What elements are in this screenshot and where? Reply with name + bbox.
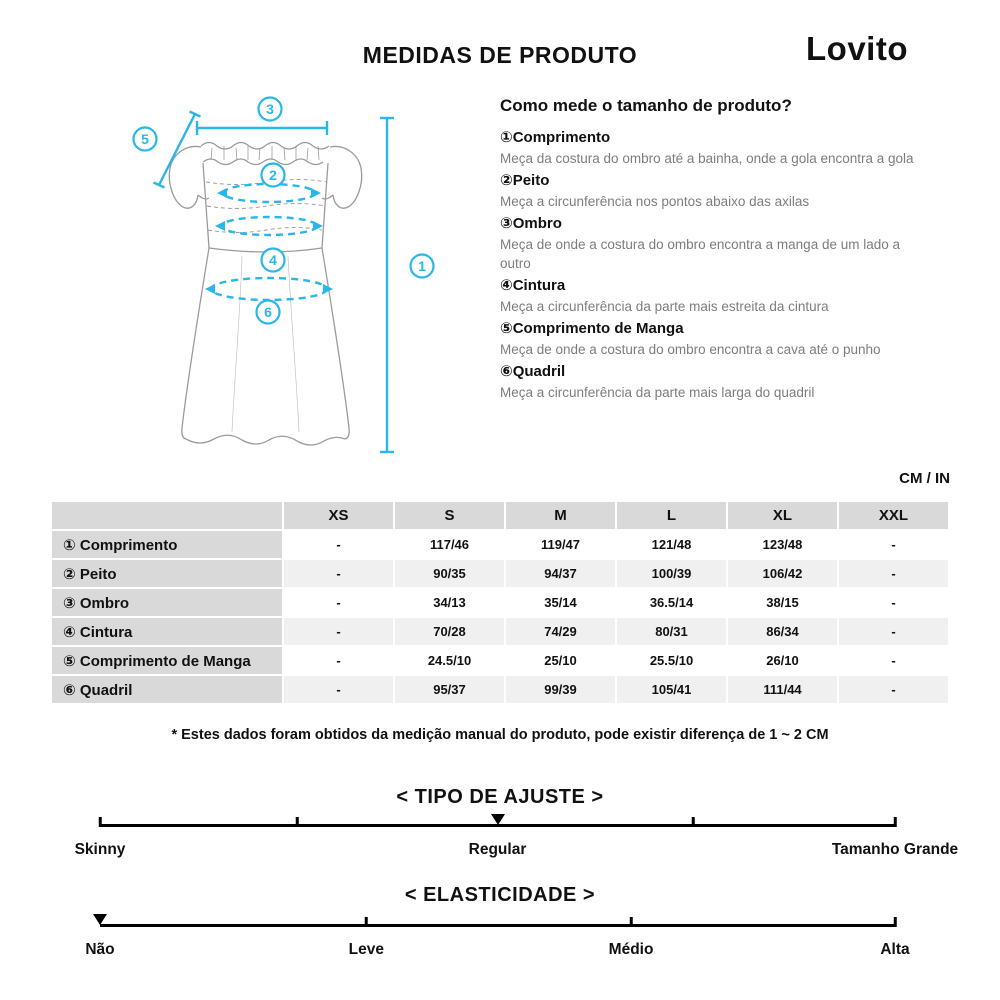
elasticity-label-medio: Médio bbox=[608, 941, 654, 958]
size-col-header-s: S bbox=[395, 502, 504, 529]
cell: 80/31 bbox=[617, 618, 726, 645]
cell: 111/44 bbox=[728, 676, 837, 703]
elasticity-label-nao: Não bbox=[85, 941, 115, 958]
elasticity-tick bbox=[365, 917, 368, 927]
fit-scale-track bbox=[100, 824, 895, 827]
cell: 94/37 bbox=[506, 560, 615, 587]
guide-item-number: ③ bbox=[500, 215, 513, 232]
guide-item-desc: Meça a circunferência da parte mais estreita da cintura bbox=[500, 299, 829, 314]
guide-item-comprimento bbox=[500, 127, 926, 168]
elasticity-label-leve: Leve bbox=[348, 941, 384, 958]
table-row-ombro bbox=[52, 589, 948, 616]
guide-item-number: ⑥ bbox=[500, 363, 513, 380]
svg-text:2: 2 bbox=[269, 167, 277, 183]
guide-item-quadril bbox=[500, 361, 926, 402]
callout-1-icon bbox=[411, 255, 434, 278]
table-row-comprimento-de-manga bbox=[52, 647, 948, 674]
guide-item-label: Comprimento bbox=[512, 129, 611, 146]
cell: - bbox=[284, 560, 393, 587]
dress-measurement-diagram bbox=[82, 86, 502, 476]
units-label: CM / IN bbox=[899, 470, 950, 487]
guide-item-desc: Meça a circunferência da parte mais larga do quadril bbox=[500, 385, 815, 400]
cell: 90/35 bbox=[395, 560, 504, 587]
cell: - bbox=[284, 618, 393, 645]
guide-item-number: ④ bbox=[500, 277, 513, 294]
fit-scale-title: < TIPO DE AJUSTE > bbox=[396, 786, 604, 808]
guide-item-desc: Meça de onde a costura do ombro encontra a manga de um lado a outro bbox=[500, 237, 901, 271]
guide-item-label: Peito bbox=[512, 172, 550, 189]
cell: - bbox=[839, 589, 948, 616]
cell: - bbox=[284, 676, 393, 703]
cell: - bbox=[839, 676, 948, 703]
svg-text:3: 3 bbox=[266, 101, 274, 117]
elasticity-scale-track bbox=[100, 924, 895, 927]
size-col-header-xs: XS bbox=[284, 502, 393, 529]
cell: 38/15 bbox=[728, 589, 837, 616]
callout-2-icon bbox=[262, 164, 285, 187]
guide-item-label: Quadril bbox=[512, 363, 566, 380]
cell: - bbox=[839, 531, 948, 558]
cell: 121/48 bbox=[617, 531, 726, 558]
cell: 24.5/10 bbox=[395, 647, 504, 674]
callout-4-icon bbox=[262, 249, 285, 272]
cell: 117/46 bbox=[395, 531, 504, 558]
measure-guide bbox=[500, 96, 926, 404]
lovito-logo: Lovito bbox=[806, 30, 908, 67]
size-table-corner bbox=[52, 502, 282, 529]
elasticity-label-alta: Alta bbox=[880, 941, 910, 958]
row-label: ⑥ Quadril bbox=[52, 676, 282, 703]
elasticity-marker-icon bbox=[93, 914, 107, 925]
cell: 106/42 bbox=[728, 560, 837, 587]
guide-item-desc: Meça de onde a costura do ombro encontra a cava até o punho bbox=[500, 342, 881, 357]
page-title: MEDIDAS DE PRODUTO bbox=[362, 42, 638, 68]
fit-tick bbox=[99, 817, 102, 827]
guide-item-number: ② bbox=[500, 172, 513, 189]
size-col-header-xxl: XXL bbox=[839, 502, 948, 529]
footnote: * Estes dados foram obtidos da medição manual do produto, pode existir diferença de 1 ~ 2 CM bbox=[171, 727, 829, 743]
guide-item-ombro bbox=[500, 213, 926, 273]
guide-item-cintura bbox=[500, 275, 926, 316]
cell: 36.5/14 bbox=[617, 589, 726, 616]
fit-tick bbox=[894, 817, 897, 827]
fit-label-tamanho-grande: Tamanho Grande bbox=[831, 841, 959, 858]
svg-text:5: 5 bbox=[141, 131, 149, 147]
cell: - bbox=[284, 647, 393, 674]
dress-diagram-svg bbox=[82, 86, 502, 476]
guide-item-label: Cintura bbox=[512, 277, 566, 294]
fit-tick bbox=[296, 817, 299, 827]
row-label: ④ Cintura bbox=[52, 618, 282, 645]
fit-scale-labels bbox=[74, 841, 959, 863]
fit-label-regular: Regular bbox=[468, 841, 527, 858]
cell: 74/29 bbox=[506, 618, 615, 645]
cell: 26/10 bbox=[728, 647, 837, 674]
size-col-header-l: L bbox=[617, 502, 726, 529]
table-row-comprimento bbox=[52, 531, 948, 558]
cell: 95/37 bbox=[395, 676, 504, 703]
row-label: ⑤ Comprimento de Manga bbox=[52, 647, 282, 674]
guide-item-peito bbox=[500, 170, 926, 211]
row-label: ③ Ombro bbox=[52, 589, 282, 616]
cell: 25.5/10 bbox=[617, 647, 726, 674]
cell: 86/34 bbox=[728, 618, 837, 645]
cell: - bbox=[839, 560, 948, 587]
cell: - bbox=[284, 589, 393, 616]
guide-item-comprimento-de-manga bbox=[500, 318, 926, 359]
diagram-callouts bbox=[134, 98, 434, 324]
callout-6-icon bbox=[257, 301, 280, 324]
fit-tick bbox=[692, 817, 695, 827]
row-label: ① Comprimento bbox=[52, 531, 282, 558]
fit-marker-icon bbox=[491, 814, 505, 825]
cell: 105/41 bbox=[617, 676, 726, 703]
elasticity-tick bbox=[630, 917, 633, 927]
elasticity-scale-title: < ELASTICIDADE > bbox=[404, 884, 596, 906]
size-col-header-xl: XL bbox=[728, 502, 837, 529]
guide-heading: Como mede o tamanho de produto? bbox=[500, 96, 792, 115]
svg-text:1: 1 bbox=[418, 258, 426, 274]
cell: 119/47 bbox=[506, 531, 615, 558]
guide-item-number: ⑤ bbox=[500, 320, 513, 337]
cell: 34/13 bbox=[395, 589, 504, 616]
row-label: ② Peito bbox=[52, 560, 282, 587]
cell: 100/39 bbox=[617, 560, 726, 587]
cell: 123/48 bbox=[728, 531, 837, 558]
fit-label-skinny: Skinny bbox=[74, 841, 126, 858]
cell: - bbox=[839, 647, 948, 674]
table-row-peito bbox=[52, 560, 948, 587]
cell: 99/39 bbox=[506, 676, 615, 703]
dress-outline bbox=[169, 143, 361, 446]
table-row-quadril bbox=[52, 676, 948, 703]
cell: 25/10 bbox=[506, 647, 615, 674]
size-col-header-m: M bbox=[506, 502, 615, 529]
size-table bbox=[50, 500, 950, 705]
guide-item-desc: Meça da costura do ombro até a bainha, onde a gola encontra a gola bbox=[500, 151, 914, 166]
elasticity-scale-labels bbox=[85, 941, 910, 963]
svg-text:4: 4 bbox=[269, 252, 277, 268]
cell: - bbox=[284, 531, 393, 558]
elasticity-tick bbox=[894, 917, 897, 927]
guide-item-desc: Meça a circunferência nos pontos abaixo das axilas bbox=[500, 194, 810, 209]
callout-3-icon bbox=[259, 98, 282, 121]
callout-5-icon bbox=[134, 128, 157, 151]
cell: 35/14 bbox=[506, 589, 615, 616]
cell: - bbox=[839, 618, 948, 645]
size-table-header-row bbox=[52, 502, 948, 529]
guide-item-label: Ombro bbox=[512, 215, 562, 232]
cell: 70/28 bbox=[395, 618, 504, 645]
guide-item-label: Comprimento de Manga bbox=[512, 320, 684, 337]
table-row-cintura bbox=[52, 618, 948, 645]
guide-item-number: ① bbox=[500, 129, 513, 146]
svg-text:6: 6 bbox=[264, 304, 272, 320]
